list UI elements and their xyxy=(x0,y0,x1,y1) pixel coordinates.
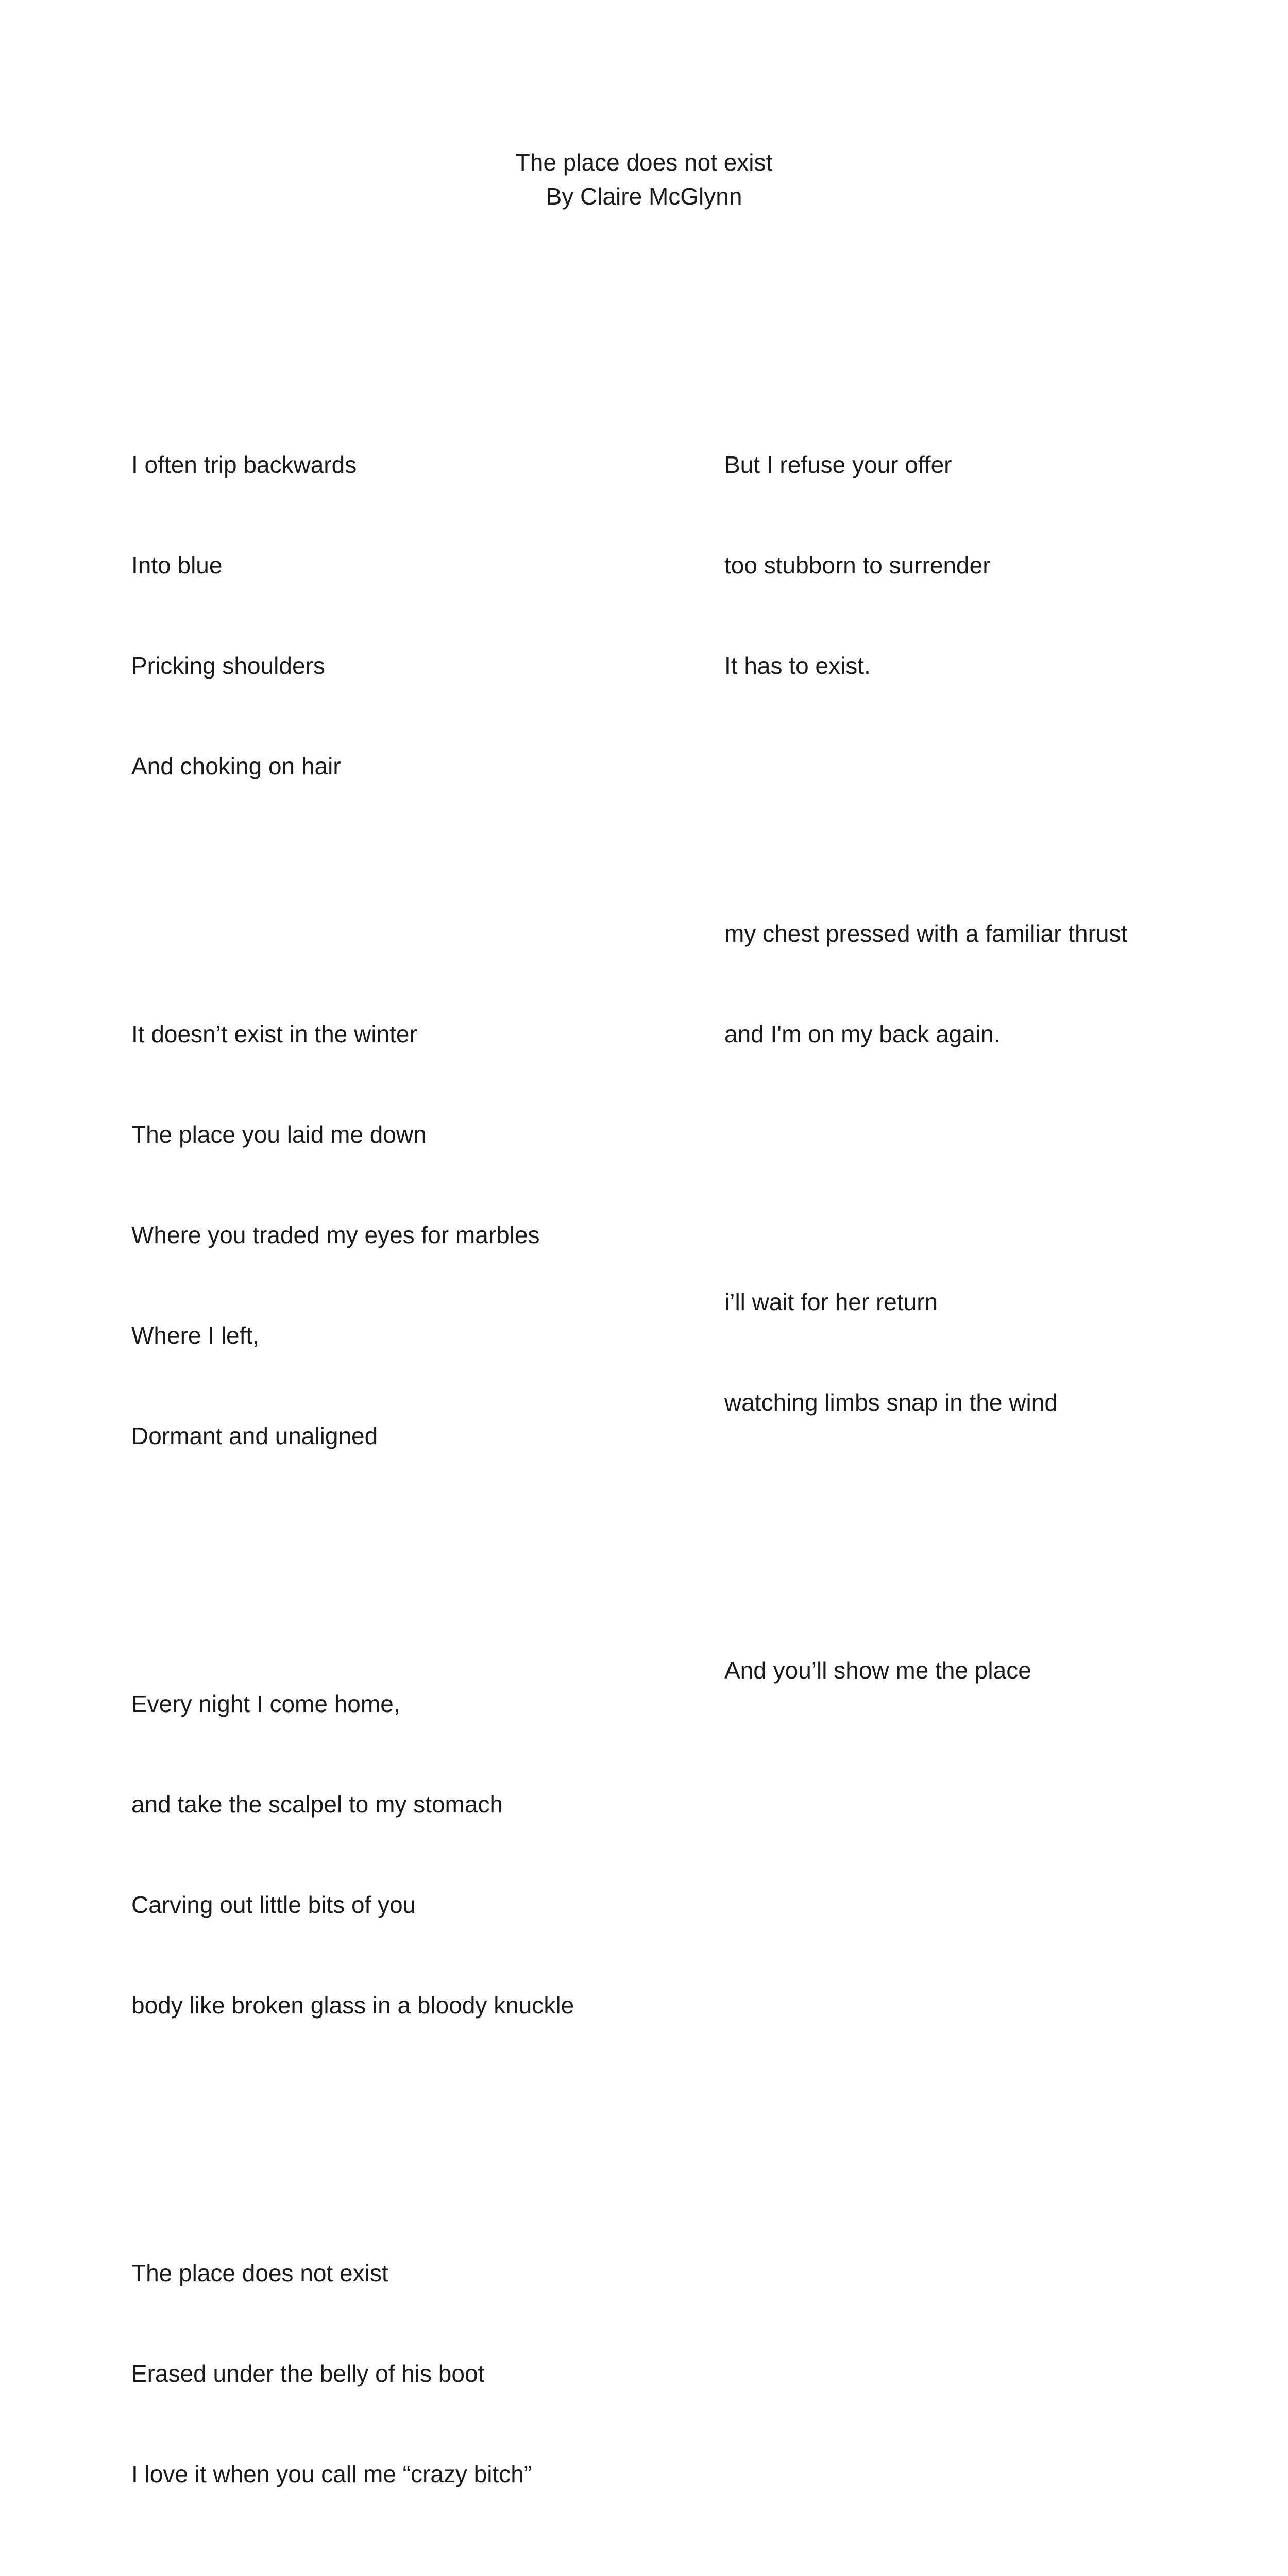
stanza xyxy=(131,951,698,1520)
poem-line: Into blue xyxy=(131,552,223,579)
poem-line: and I'm on my back again. xyxy=(724,1021,1001,1047)
poem-line: But I refuse your offer xyxy=(724,451,952,478)
stanza xyxy=(724,1218,1240,1486)
poem-line: Pricking shoulders xyxy=(131,652,325,679)
poem-byline: By Claire McGlynn xyxy=(546,183,742,210)
poem-line: Carving out little bits of you xyxy=(131,1891,416,1918)
poem-line: It doesn’t exist in the winter xyxy=(131,1021,417,1047)
stanza xyxy=(724,850,1240,1118)
poem-line: Dormant and unaligned xyxy=(131,1422,378,1449)
title-block xyxy=(0,145,1288,213)
poem-line: The place you laid me down xyxy=(131,1121,427,1148)
poem-line: And choking on hair xyxy=(131,753,341,779)
poem-line: And you’ll show me the place xyxy=(724,1657,1031,1684)
poem-line: The place does not exist xyxy=(131,2260,388,2286)
stanza xyxy=(724,1587,1240,1754)
poem-line: I love it when you call me “crazy bitch” xyxy=(131,2461,532,2487)
poem-line: too stubborn to surrender xyxy=(724,552,991,579)
poem-line: i’ll wait for her return xyxy=(724,1289,938,1315)
poem-line: Where I left, xyxy=(131,1322,259,1349)
poem-line: body like broken glass in a bloody knuckle xyxy=(131,1992,574,2019)
poem-title: The place does not exist xyxy=(515,149,773,176)
poem-line: Every night I come home, xyxy=(131,1690,400,1717)
stanza xyxy=(724,381,1240,750)
poem-line: Where you traded my eyes for marbles xyxy=(131,1222,540,1248)
right-column xyxy=(724,314,1240,1821)
poem-line: and take the scalpel to my stomach xyxy=(131,1791,503,1818)
poem-line: I often trip backwards xyxy=(131,451,357,478)
poem-line: watching limbs snap in the wind xyxy=(724,1389,1058,1416)
stanza xyxy=(131,381,698,850)
left-column xyxy=(131,314,698,2576)
stanza xyxy=(131,1620,698,2089)
poem-line: my chest pressed with a familiar thrust xyxy=(724,920,1128,947)
poem-line: Erased under the belly of his boot xyxy=(131,2360,485,2387)
poem-line: It has to exist. xyxy=(724,652,871,679)
stanza xyxy=(131,2190,698,2558)
